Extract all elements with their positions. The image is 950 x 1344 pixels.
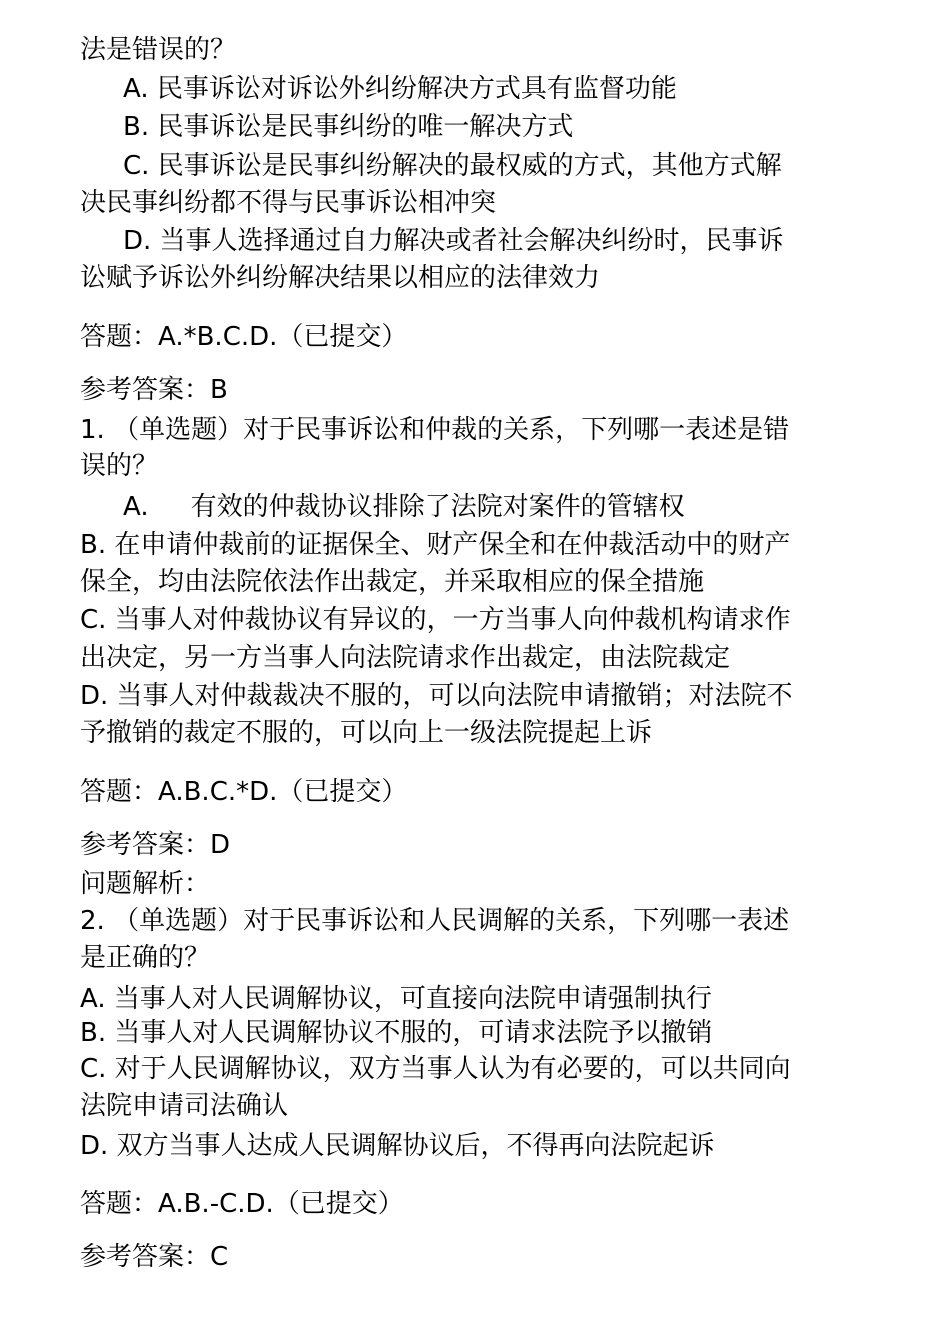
- submitted-answer: 答题：A.B.C.*D.（已提交）: [80, 777, 408, 807]
- reference-answer: 参考答案：C: [80, 1242, 229, 1272]
- option-d: D. 双方当事人达成人民调解协议后，不得再向法院起诉: [80, 1131, 715, 1161]
- option-c-line2: 出决定，另一方当事人向法院请求作出裁定，由法院裁定: [80, 643, 731, 673]
- option-c-line2: 决民事纠纷都不得与民事诉讼相冲突: [80, 188, 497, 218]
- option-b: B. 民事诉讼是民事纠纷的唯一解决方式: [123, 112, 574, 142]
- option-b: B. 当事人对人民调解协议不服的，可请求法院予以撤销: [80, 1018, 713, 1048]
- question-text-tail: 法是错误的？: [80, 35, 237, 65]
- reference-answer: 参考答案：B: [80, 375, 228, 405]
- option-a: [123, 494, 685, 520]
- option-a-text: 有效的仲裁协议排除了法院对案件的管辖权: [190, 492, 685, 522]
- reference-answer: 参考答案：D: [80, 830, 231, 860]
- question-2-line2: 是正确的？: [80, 943, 211, 973]
- option-d-line1: D. 当事人对仲裁裁决不服的，可以向法院申请撤销；对法院不: [80, 681, 793, 711]
- option-d-line2: 讼赋予诉讼外纠纷解决结果以相应的法律效力: [80, 263, 601, 293]
- option-c-line2: 法院申请司法确认: [80, 1091, 289, 1121]
- option-d-line2: 予撤销的裁定不服的，可以向上一级法院提起上诉: [80, 718, 653, 748]
- option-b-line2: 保全，均由法院依法作出裁定，并采取相应的保全措施: [80, 567, 705, 597]
- option-a: A. 当事人对人民调解协议，可直接向法院申请强制执行: [80, 984, 712, 1014]
- question-2-line1: 2. （单选题）对于民事诉讼和人民调解的关系，下列哪一表述: [80, 906, 790, 936]
- question-1-line2: 误的？: [80, 451, 159, 481]
- submitted-answer: 答题：A.B.-C.D.（已提交）: [80, 1189, 404, 1219]
- option-a: A. 民事诉讼对诉讼外纠纷解决方式具有监督功能: [123, 74, 677, 104]
- option-c-line1: C. 对于人民调解协议，双方当事人认为有必要的，可以共同向: [80, 1054, 791, 1084]
- analysis-label: 问题解析：: [80, 869, 211, 899]
- option-c-line1: C. 当事人对仲裁协议有异议的，一方当事人向仲裁机构请求作: [80, 605, 791, 635]
- option-b-line1: B. 在申请仲裁前的证据保全、财产保全和在仲裁活动中的财产: [80, 530, 791, 560]
- question-1-line1: 1. （单选题）对于民事诉讼和仲裁的关系，下列哪一表述是错: [80, 415, 790, 445]
- submitted-answer: 答题：A.*B.C.D.（已提交）: [80, 322, 408, 352]
- option-c-line1: C. 民事诉讼是民事纠纷解决的最权威的方式，其他方式解: [123, 151, 782, 181]
- option-d-line1: D. 当事人选择通过自力解决或者社会解决纠纷时，民事诉: [123, 226, 784, 256]
- option-a-label: A.: [123, 492, 149, 522]
